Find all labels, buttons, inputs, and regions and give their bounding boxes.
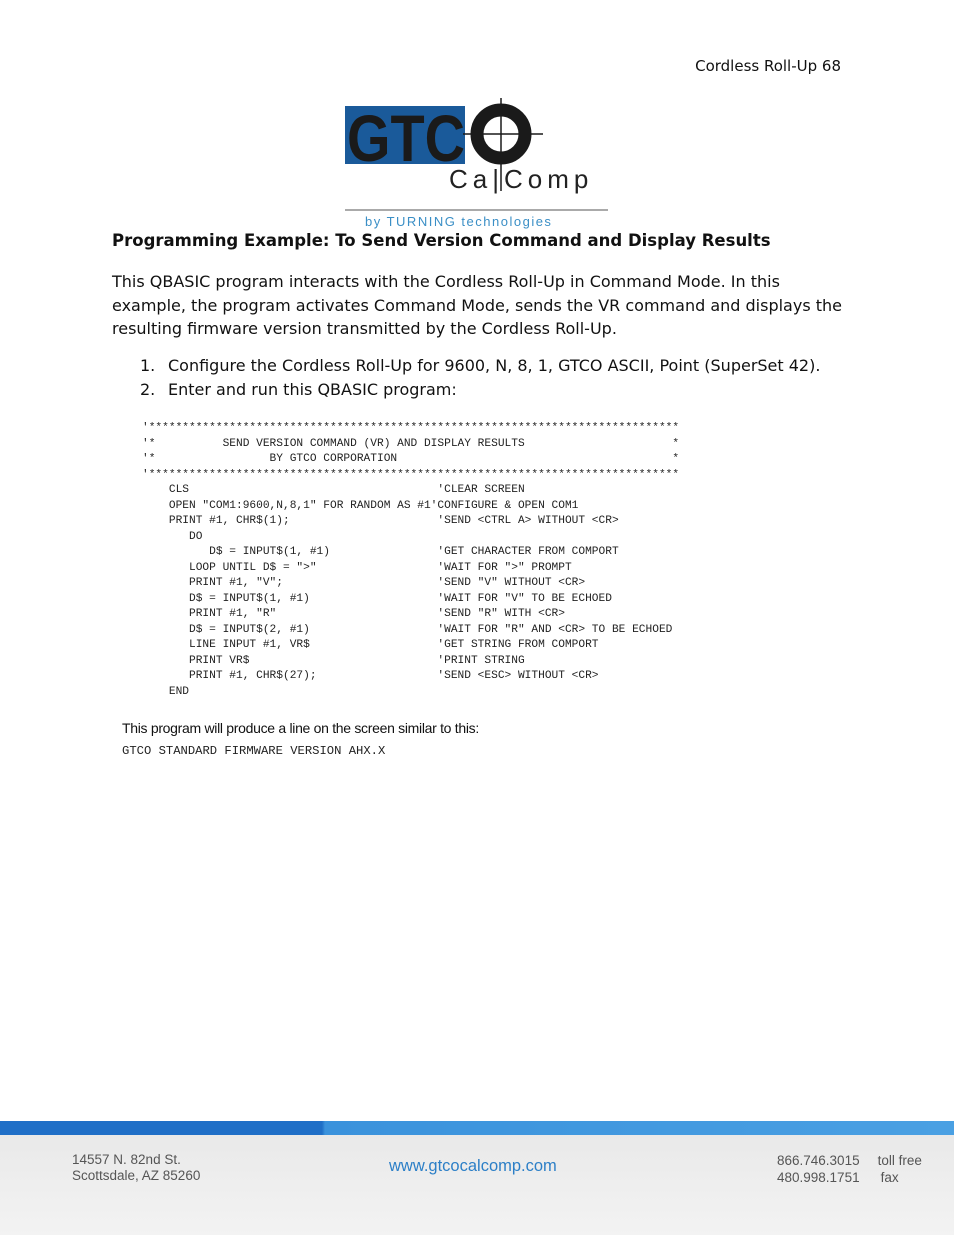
phone-row <box>777 1169 922 1186</box>
gtco-calcomp-logo <box>343 98 613 233</box>
footer-phones <box>777 1152 922 1186</box>
step-number: 2. <box>140 380 156 399</box>
logo-gtc-text: GTC <box>347 101 465 175</box>
intro-paragraph: This QBASIC program interacts with the Cordless Roll-Up in Command Mode. In this example, the program activates Command Mode, sends the VR command and displays the resulting firmware version transmitted by the Cordless Roll-Up. <box>112 272 842 338</box>
step-text: Enter and run this QBASIC program: <box>168 380 457 399</box>
page-footer <box>0 1135 954 1235</box>
page-header: Cordless Roll-Up 68 <box>695 57 841 75</box>
phone-row <box>777 1152 922 1169</box>
phone-number: 866.746.3015 <box>777 1153 860 1168</box>
step-text: Configure the Cordless Roll-Up for 9600, N, 8, 1, GTCO ASCII, Point (SuperSet 42). <box>168 356 821 375</box>
phone-label: toll free <box>877 1153 922 1168</box>
logo-tagline: by TURNING technologies <box>365 214 553 229</box>
qbasic-code-listing: '******************************************************************************* '* SEND VERSION COMMAND (VR) AND DISPLAY RESULTS * '* BY GTCO CORPORATION * '******************************************************************************* CLS 'CLEAR SCREEN OPEN "COM1:9600,N,8,1" FOR RANDOM AS #1'CONFIGURE & OPEN COM1 PRINT #1, CHR$(1); 'SEND <CTRL A> WITHOUT <CR> DO D$ = INPUT$(1, #1) 'GET CHARACTER FROM COMPORT LOOP UNTIL D$ = ">" 'WAIT FOR ">" PROMPT PRINT #1, "V"; 'SEND "V" WITHOUT <CR> D$ = INPUT$(1, #1) 'WAIT FOR "V" TO BE ECHOED PRINT #1, "R" 'SEND "R" WITH <CR> D$ = INPUT$(2, #1) 'WAIT FOR "R" AND <CR> TO BE ECHOED LINE INPUT #1, VR$ 'GET STRING FROM COMPORT PRINT VR$ 'PRINT STRING PRINT #1, CHR$(27); 'SEND <ESC> WITHOUT <CR> END <box>142 422 680 698</box>
phone-number: 480.998.1751 <box>777 1170 860 1185</box>
sample-output: GTCO STANDARD FIRMWARE VERSION AHX.X <box>122 744 386 758</box>
footer-address <box>72 1152 200 1184</box>
phone-label: fax <box>880 1170 899 1185</box>
address-line-2: Scottsdale, AZ 85260 <box>72 1168 201 1183</box>
list-item <box>140 354 820 378</box>
list-item <box>140 378 820 402</box>
footer-website-link[interactable]: www.gtcocalcomp.com <box>389 1157 557 1175</box>
steps-list <box>140 354 820 402</box>
logo-calcomp-text: Ca|Comp <box>449 164 594 194</box>
footer-color-bar <box>0 1121 954 1135</box>
step-number: 1. <box>140 356 156 375</box>
output-note: This program will produce a line on the screen similar to this: <box>122 720 479 736</box>
section-heading: Programming Example: To Send Version Command and Display Results <box>112 231 771 250</box>
address-line-1: 14557 N. 82nd St. <box>72 1152 181 1167</box>
